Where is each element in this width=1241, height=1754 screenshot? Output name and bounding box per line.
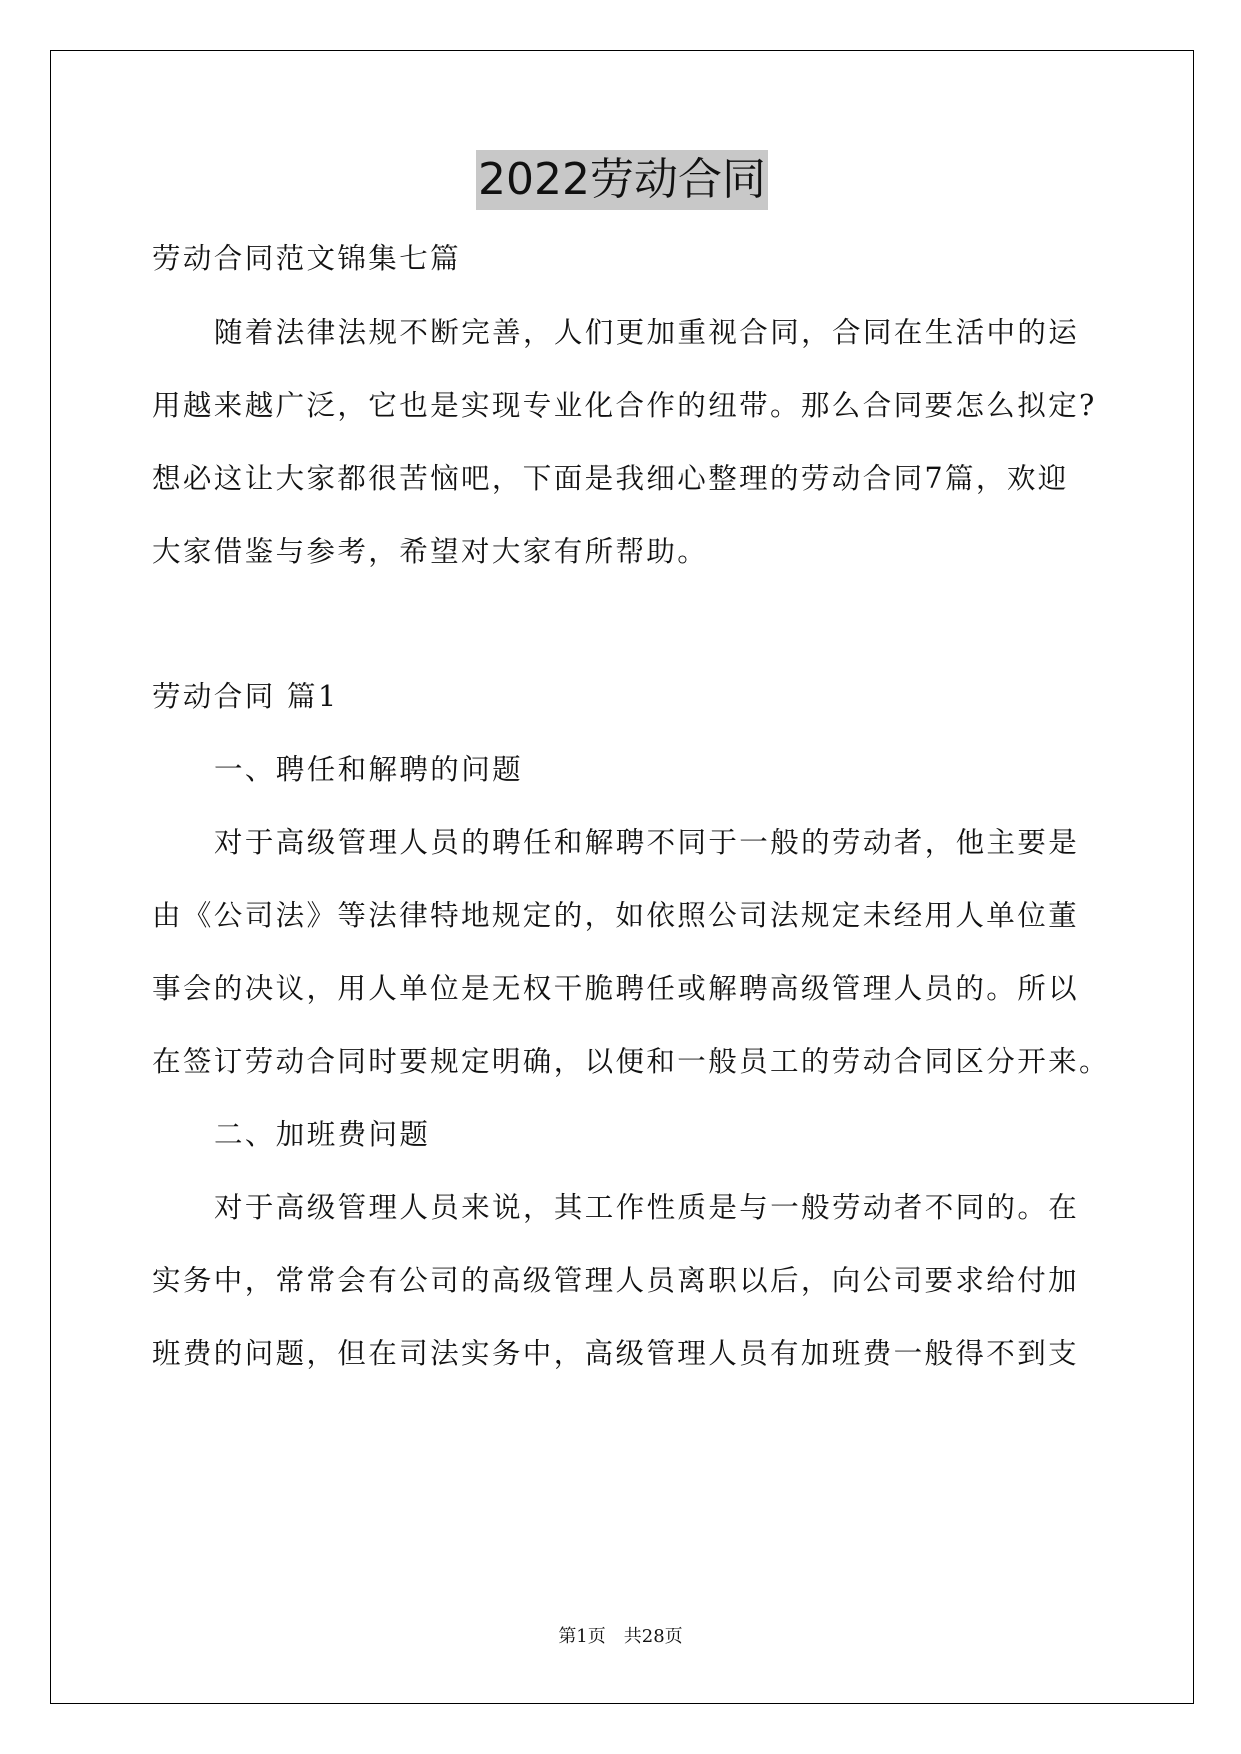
intro-line-2: 用越来越广泛，它也是实现专业化合作的纽带。那么合同要怎么拟定? (152, 389, 1097, 422)
document-title: 2022劳动合同 (476, 150, 768, 210)
item1-line-4: 在签订劳动合同时要规定明确，以便和一般员工的劳动合同区分开来。 (152, 1045, 1110, 1078)
item2-line-2: 实务中，常常会有公司的高级管理人员离职以后，向公司要求给付加 (152, 1264, 1080, 1297)
title-wrap (152, 150, 1092, 210)
page-border (50, 50, 1194, 1704)
item2-line-3: 班费的问题，但在司法实务中，高级管理人员有加班费一般得不到支 (152, 1337, 1080, 1370)
item1-line-1: 对于高级管理人员的聘任和解聘不同于一般的劳动者，他主要是 (214, 826, 1080, 859)
intro-line-1: 随着法律法规不断完善，人们更加重视合同，合同在生活中的运 (214, 316, 1080, 349)
item1-line-2: 由《公司法》等法律特地规定的，如依照公司法规定未经用人单位董 (152, 899, 1080, 932)
item1-heading: 一、聘任和解聘的问题 (214, 753, 524, 786)
item1-line-3: 事会的决议，用人单位是无权干脆聘任或解聘高级管理人员的。所以 (152, 972, 1080, 1005)
document-subtitle: 劳动合同范文锦集七篇 (152, 242, 462, 275)
item2-heading: 二、加班费问题 (214, 1118, 431, 1151)
section-heading: 劳动合同 篇1 (152, 680, 339, 713)
page-footer: 第1页 共28页 (558, 1626, 683, 1647)
intro-line-4: 大家借鉴与参考，希望对大家有所帮助。 (152, 535, 709, 568)
item2-line-1: 对于高级管理人员来说，其工作性质是与一般劳动者不同的。在 (214, 1191, 1080, 1224)
intro-line-3: 想必这让大家都很苦恼吧，下面是我细心整理的劳动合同7篇，欢迎 (152, 462, 1069, 495)
